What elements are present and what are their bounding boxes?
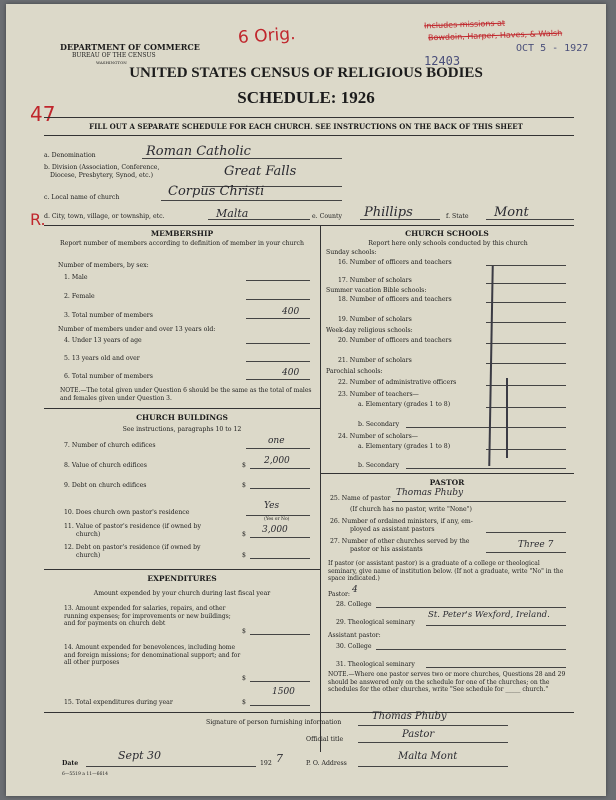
pastor-q27: 27. Number of other churches served by the (330, 538, 470, 545)
q23b-line (406, 427, 566, 428)
pastor-sub-label: Pastor: (328, 591, 351, 598)
q15-value[interactable]: 1500 (272, 687, 295, 697)
pastor-heading: PASTOR (429, 478, 465, 487)
pastor-q30: 30. College (336, 643, 372, 650)
q9-dollar: $ (242, 482, 246, 489)
expenditures-heading: EXPENDITURES (147, 574, 217, 583)
membership-q1: 1. Male (64, 274, 88, 281)
buildings-heading: CHURCH BUILDINGS (136, 413, 228, 422)
membership-age-label: Number of members under and over 13 years old: (58, 326, 216, 333)
q10-hint: (Yes or No) (264, 517, 290, 522)
pastor-q27-2: pastor or his assistants (350, 546, 423, 553)
red-annotation-includes: Includes missions at (423, 18, 506, 31)
department-heading: DEPARTMENT OF COMMERCE (60, 42, 200, 52)
pastor-sub-value[interactable]: 4 (352, 585, 358, 595)
schools-q23: 23. Number of teachers— (338, 391, 419, 398)
q15-dollar: $ (242, 699, 246, 706)
po-address-label: P. O. Address (306, 760, 347, 767)
pastor-education-note: If pastor (or assistant pastor) is a graduate of a college or theological seminary, give name of institution below. (If not a graduate, write "No" in the space indicated.) (328, 560, 564, 583)
pastor-q28: 28. College (336, 601, 372, 608)
denomination-value[interactable]: Roman Catholic (146, 144, 251, 159)
pastor-q25: 25. Name of pastor (330, 495, 391, 502)
membership-note: NOTE.—The total given under Question 6 should be the same as the total of males and females given under Question 3. (60, 387, 312, 402)
q22-line (486, 385, 566, 386)
expenditures-rule (44, 569, 320, 570)
membership-q5: 5. 13 years old and over (64, 355, 140, 362)
membership-heading: MEMBERSHIP (150, 229, 214, 238)
official-title-value[interactable]: Pastor (402, 729, 435, 740)
schools-q24: 24. Number of scholars— (338, 433, 418, 440)
red-annotation-includes-2: Bowdoin, Harper, Haves, & Walsh (427, 28, 563, 43)
city-value[interactable]: Malta (216, 207, 249, 220)
division-label-2: Diocese, Presbytery, Synod, etc.) (50, 172, 154, 179)
q6-line (246, 379, 310, 380)
q31-line (426, 667, 566, 668)
expenditures-q15: 15. Total expenditures during year (64, 699, 173, 706)
q29-value[interactable]: St. Peter's Wexford, Ireland. (428, 610, 550, 620)
handwritten-dash-mark-2 (506, 378, 508, 458)
sunday-schools-label: Sunday schools: (326, 249, 377, 256)
q15-line (250, 705, 310, 706)
pastor-rule (320, 473, 574, 474)
schools-heading: CHURCH SCHOOLS (405, 229, 489, 238)
q25-line (392, 501, 566, 502)
schools-q19: 19. Number of scholars (338, 316, 412, 323)
serial-stamp: 12403 (424, 54, 461, 68)
header-rule-top (44, 117, 574, 118)
form-title: UNITED STATES CENSUS OF RELIGIOUS BODIES (129, 65, 483, 81)
q8-value[interactable]: 2,000 (264, 456, 290, 466)
schools-q16: 16. Number of officers and teachers (338, 259, 452, 266)
po-address-line (358, 766, 508, 767)
division-label: b. Division (Association, Conference, (44, 164, 160, 171)
q4-line (246, 343, 310, 344)
expenditures-q14: 14. Amount expended for benevolences, including home and foreign missions; for denominational support; and for all other purposes (64, 644, 241, 667)
pastor-final-note: NOTE.—Where one pastor serves two or more churches, Questions 28 and 29 should be answered only on the schedule for one of the churches; on the schedules for the other churches, write "See schedule for _____ church." (328, 671, 566, 694)
grid-top-rule (44, 225, 574, 226)
q25-value[interactable]: Thomas Phuby (396, 488, 464, 498)
q7-value[interactable]: one (268, 436, 285, 446)
form-code: 6—5519 a 11—6614 (62, 772, 109, 777)
red-annotation-copies: 6 Orig. (237, 24, 297, 48)
buildings-q8: 8. Value of church edifices (64, 462, 147, 469)
church-name-value[interactable]: Corpus Christi (168, 184, 265, 199)
schools-intro: Report here only schools conducted by this church (368, 240, 528, 247)
signature-line (358, 725, 508, 726)
q30-line (376, 649, 566, 650)
denomination-label: a. Denomination (44, 152, 96, 159)
schools-q24a: a. Elementary (grades 1 to 8) (358, 443, 451, 450)
date-stamp: OCT 5 - 1927 (516, 43, 589, 54)
q6-value[interactable]: 400 (282, 368, 300, 378)
date-label: Date (62, 760, 79, 767)
schools-q21: 21. Number of scholars (338, 357, 412, 364)
q11-dollar: $ (242, 531, 246, 538)
form-subtitle: SCHEDULE: 1926 (237, 88, 375, 107)
membership-q2: 2. Female (64, 293, 95, 300)
buildings-instruction: See instructions, paragraphs 10 to 12 (122, 426, 242, 433)
column-divider (320, 225, 321, 752)
schools-q17: 17. Number of scholars (338, 277, 412, 284)
division-value[interactable]: Great Falls (224, 164, 297, 179)
pastor-q29: 29. Theological seminary (336, 619, 415, 626)
q9-line (250, 488, 310, 489)
q12-line (250, 558, 310, 559)
county-label: e. County (312, 213, 343, 220)
po-address-value[interactable]: Malta Mont (398, 751, 458, 762)
schools-q24b: b. Secondary (358, 462, 400, 469)
parochial-schools-label: Parochial schools: (326, 368, 383, 375)
q14-line (250, 681, 310, 682)
assistant-pastor-label: Assistant pastor: (328, 632, 381, 639)
church-name-line (161, 200, 342, 201)
buildings-q11: 11. Value of pastor's residence (if owned by (64, 523, 201, 530)
q24a-line (486, 449, 566, 450)
q10-value[interactable]: Yes (264, 501, 280, 511)
signature-label: Signature of person furnishing information (206, 719, 342, 726)
instruction-banner: FILL OUT A SEPARATE SCHEDULE FOR EACH CHURCH. SEE INSTRUCTIONS ON THE BACK OF THIS SHEET (89, 122, 523, 131)
county-value[interactable]: Phillips (364, 205, 413, 220)
schools-q22: 22. Number of administrative officers (338, 379, 457, 386)
q12-dollar: $ (242, 552, 246, 559)
q16-line (486, 265, 566, 266)
official-title-line (358, 742, 508, 743)
q2-line (246, 299, 310, 300)
header-rule-bottom (44, 135, 574, 136)
official-title-label: Official title (306, 736, 344, 743)
bureau-heading: BUREAU OF THE CENSUS (72, 52, 156, 59)
membership-q4: 4. Under 13 years of age (64, 337, 142, 344)
q1-line (246, 280, 310, 281)
buildings-q12: 12. Debt on pastor's residence (if owned by (64, 544, 201, 551)
q11-line (250, 537, 310, 538)
schools-q20: 20. Number of officers and teachers (338, 337, 452, 344)
q13-dollar: $ (242, 628, 246, 635)
q21-line (486, 363, 566, 364)
schools-q18: 18. Number of officers and teachers (338, 296, 452, 303)
pastor-q26: 26. Number of ordained ministers, if any, em- (330, 518, 473, 525)
expenditures-intro: Amount expended by your church during last fiscal year (93, 590, 271, 597)
membership-sex-label: Number of members, by sex: (58, 262, 149, 269)
q29-line (426, 625, 566, 626)
grid-bottom-rule (44, 712, 574, 713)
date-year-value[interactable]: 7 (276, 752, 283, 765)
q23a-line (486, 407, 566, 408)
date-line (86, 766, 256, 767)
q14-dollar: $ (242, 675, 246, 682)
membership-q3: 3. Total number of members (64, 312, 153, 319)
q18-line (486, 302, 566, 303)
q19-line (486, 322, 566, 323)
q26-line (486, 532, 566, 533)
church-name-label: c. Local name of church (44, 194, 120, 201)
weekday-schools-label: Week-day religious schools: (326, 327, 413, 334)
q3-value[interactable]: 400 (282, 307, 300, 317)
pastor-q26-2: ployed as assistant pastors (350, 526, 435, 533)
membership-q6: 6. Total number of members (64, 373, 153, 380)
q20-line (486, 343, 566, 344)
census-form-sheet (6, 4, 606, 796)
membership-intro: Report number of members according to definition of member in your church (60, 240, 304, 247)
summer-schools-label: Summer vacation Bible schools: (326, 287, 427, 294)
handwritten-dash-mark (488, 266, 493, 466)
buildings-q10: 10. Does church own pastor's residence (64, 509, 190, 516)
q28-line (376, 607, 566, 608)
buildings-q7: 7. Number of church edifices (64, 442, 156, 449)
q17-line (486, 283, 566, 284)
q3-line (246, 318, 310, 319)
date-value[interactable]: Sept 30 (118, 749, 162, 762)
signature-value[interactable]: Thomas Phuby (372, 711, 447, 722)
buildings-q11-2: church) (76, 531, 101, 538)
pastor-q31: 31. Theological seminary (336, 661, 415, 668)
buildings-q9: 9. Debt on church edifices (64, 482, 147, 489)
q8-dollar: $ (242, 462, 246, 469)
city-heading: WASHINGTON (96, 60, 127, 65)
red-annotation-mark: R. (30, 210, 46, 229)
q7-line (246, 448, 310, 449)
red-annotation-number: 47 (30, 102, 56, 126)
schools-q23b: b. Secondary (358, 421, 400, 428)
q27-line (486, 552, 566, 553)
q8-line (250, 468, 310, 469)
state-label: f. State (446, 213, 469, 220)
q11-value[interactable]: 3,000 (262, 525, 288, 535)
expenditures-q13: 13. Amount expended for salaries, repairs, and other running expenses; for improvements or new buildings; and for payments on church debt (64, 605, 231, 628)
city-label: d. City, town, village, or township, etc. (44, 213, 165, 220)
state-value[interactable]: Mont (494, 205, 529, 220)
buildings-rule (44, 408, 320, 409)
buildings-q12-2: church) (76, 552, 101, 559)
q27-value[interactable]: Three 7 (518, 540, 554, 550)
q13-line (250, 634, 310, 635)
date-year-prefix: 192 (260, 760, 272, 767)
q24b-line (406, 468, 566, 469)
schools-q23a: a. Elementary (grades 1 to 8) (358, 401, 451, 408)
q5-line (246, 361, 310, 362)
pastor-q25-hint: (If church has no pastor, write "None") (350, 506, 472, 513)
